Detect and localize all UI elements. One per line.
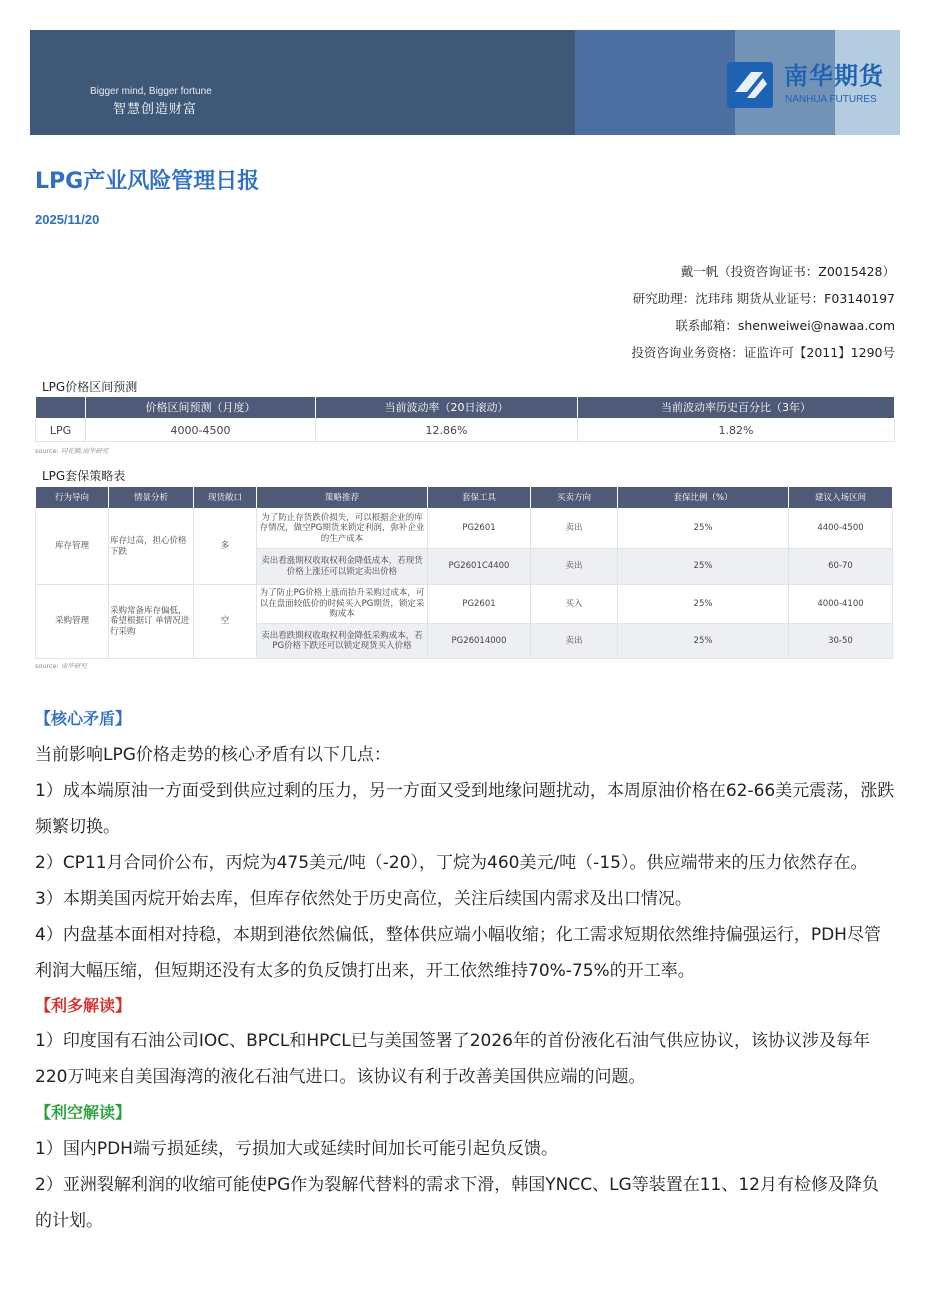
table-header: 现货敞口 <box>194 487 257 509</box>
source-text: 同花顺,南华研究 <box>60 447 109 455</box>
table-cell: PG26014000 <box>428 624 531 659</box>
report-date: 2025/11/20 <box>35 212 100 227</box>
slogan-cn: 智慧创造财富 <box>113 102 198 117</box>
report-content <box>35 379 895 1239</box>
table-row <box>36 585 893 624</box>
price-forecast-table <box>35 396 895 442</box>
table-header: 当前波动率（20日滚动） <box>316 397 578 419</box>
banner-stripe <box>575 30 735 135</box>
hedging-strategy-table <box>35 486 893 659</box>
table2-title: LPG套保策略表 <box>42 469 126 483</box>
bearish-heading: 【利空解读】 <box>35 1103 132 1122</box>
table-cell: 卖出 <box>531 624 618 659</box>
table-cell: PG2601C4400 <box>428 549 531 585</box>
table-cell: 空 <box>194 585 257 659</box>
table-cell: 4400-4500 <box>789 509 893 549</box>
table2-source <box>35 662 895 671</box>
bullish-heading: 【利多解读】 <box>35 996 132 1015</box>
table-cell: 卖出 <box>531 549 618 585</box>
table-cell: 卖出看涨期权收取权利金降低成本，若现货价格上涨还可以锁定卖出价格 <box>257 549 428 585</box>
table-cell: 30-50 <box>789 624 893 659</box>
table-header: 策略推荐 <box>257 487 428 509</box>
author-line: 研究助理：沈玮玮 期货从业证号：F03140197 <box>632 291 895 306</box>
analysis-body <box>35 701 895 1239</box>
table-header: 当前波动率历史百分比（3年） <box>578 397 895 419</box>
table-cell: 25% <box>618 624 789 659</box>
source-text: 南华研究 <box>60 662 87 670</box>
author-line: 投资咨询业务资格：证监许可【2011】1290号 <box>631 345 895 360</box>
table-cell: 为了防止存货跌价损失，可以根据企业的库存情况，做空PG期货来锁定利润，弥补企业的生产成本 <box>257 509 428 549</box>
logo-text-en: NANHUA FUTURES <box>785 94 877 105</box>
author-line: 戴一帆（投资咨询证书：Z0015428） <box>680 264 895 279</box>
core-point: 3）本期美国丙烷开始去库，但库存依然处于历史高位，关注后续国内需求及出口情况。 <box>35 889 692 909</box>
table-header: 套保比例（%） <box>618 487 789 509</box>
core-heading: 【核心矛盾】 <box>35 709 132 728</box>
header-banner <box>30 30 900 135</box>
table-cell: 25% <box>618 509 789 549</box>
author-line: 联系邮箱：shenweiwei@nawaa.com <box>675 318 895 333</box>
table-header <box>36 397 86 419</box>
table-cell: PG2601 <box>428 509 531 549</box>
table-row <box>36 509 893 549</box>
core-point: 1）成本端原油一方面受到供应过剩的压力，另一方面又受到地缘问题扰动，本周原油价格在62-66美元震荡，涨跌频繁切换。 <box>35 781 895 837</box>
table-cell: 库存管理 <box>36 509 109 585</box>
table-cell: 采购常备库存偏低，希望根据订 单情况进行采购 <box>109 585 194 659</box>
logo-text-cn: 南华期货 <box>784 62 884 90</box>
table-header: 行为导向 <box>36 487 109 509</box>
slogan-en: Bigger mind, Bigger fortune <box>90 86 212 97</box>
bearish-point: 1）国内PDH端亏损延续，亏损加大或延续时间加长可能引起负反馈。 <box>35 1139 558 1159</box>
page-title: LPG产业风险管理日报 <box>35 169 260 194</box>
table-cell: 1.82% <box>578 419 895 442</box>
core-intro: 当前影响LPG价格走势的核心矛盾有以下几点： <box>35 745 391 765</box>
table-header: 买卖方向 <box>531 487 618 509</box>
table-header: 建议入场区间 <box>789 487 893 509</box>
bullish-point: 1）印度国有石油公司IOC、BPCL和HPCL已与美国签署了2026年的首份液化石油气供应协议，该协议涉及每年220万吨来自美国海湾的液化石油气进口。该协议有利于改善美国供应端的问题。 <box>35 1031 870 1087</box>
table-cell: 买入 <box>531 585 618 624</box>
nanhua-logo-icon <box>727 62 773 108</box>
table-cell: 卖出看跌期权收取权利金降低采购成本，若PG价格下跌还可以锁定现货买入价格 <box>257 624 428 659</box>
table-cell: 4000-4100 <box>789 585 893 624</box>
bearish-point: 2）亚洲裂解利润的收缩可能使PG作为裂解代替料的需求下滑，韩国YNCC、LG等装置在11、12月有检修及降负的计划。 <box>35 1175 879 1231</box>
table-cell: LPG <box>36 419 86 442</box>
table-cell: 为了防止PG价格上涨而抬升采购过成本，可以在盘面较低价的时候买入PG期货，锁定采购成本 <box>257 585 428 624</box>
core-point: 4）内盘基本面相对持稳，本期到港依然偏低，整体供应端小幅收缩；化工需求短期依然维持偏强运行，PDH尽管利润大幅压缩，但短期还没有太多的负反馈打出来，开工依然维持70%-75%的开工率。 <box>35 925 881 981</box>
table-header: 情景分析 <box>109 487 194 509</box>
table-cell: PG2601 <box>428 585 531 624</box>
table-cell: 12.86% <box>316 419 578 442</box>
table1-title: LPG价格区间预测 <box>42 380 138 394</box>
table-cell: 25% <box>618 585 789 624</box>
table1-source <box>35 447 895 456</box>
table-header: 价格区间预测（月度） <box>86 397 316 419</box>
source-label: source: <box>35 662 59 670</box>
core-point: 2）CP11月合同价公布，丙烷为475美元/吨（-20），丁烷为460美元/吨（-15）。供应端带来的压力依然存在。 <box>35 853 868 873</box>
table-cell: 60-70 <box>789 549 893 585</box>
table-cell: 4000-4500 <box>86 419 316 442</box>
table-header: 套保工具 <box>428 487 531 509</box>
table-cell: 采购管理 <box>36 585 109 659</box>
table-cell: 卖出 <box>531 509 618 549</box>
table-cell: 库存过高，担心价格下跌 <box>109 509 194 585</box>
table-cell: 多 <box>194 509 257 585</box>
source-label: source: <box>35 447 59 455</box>
table-cell: 25% <box>618 549 789 585</box>
